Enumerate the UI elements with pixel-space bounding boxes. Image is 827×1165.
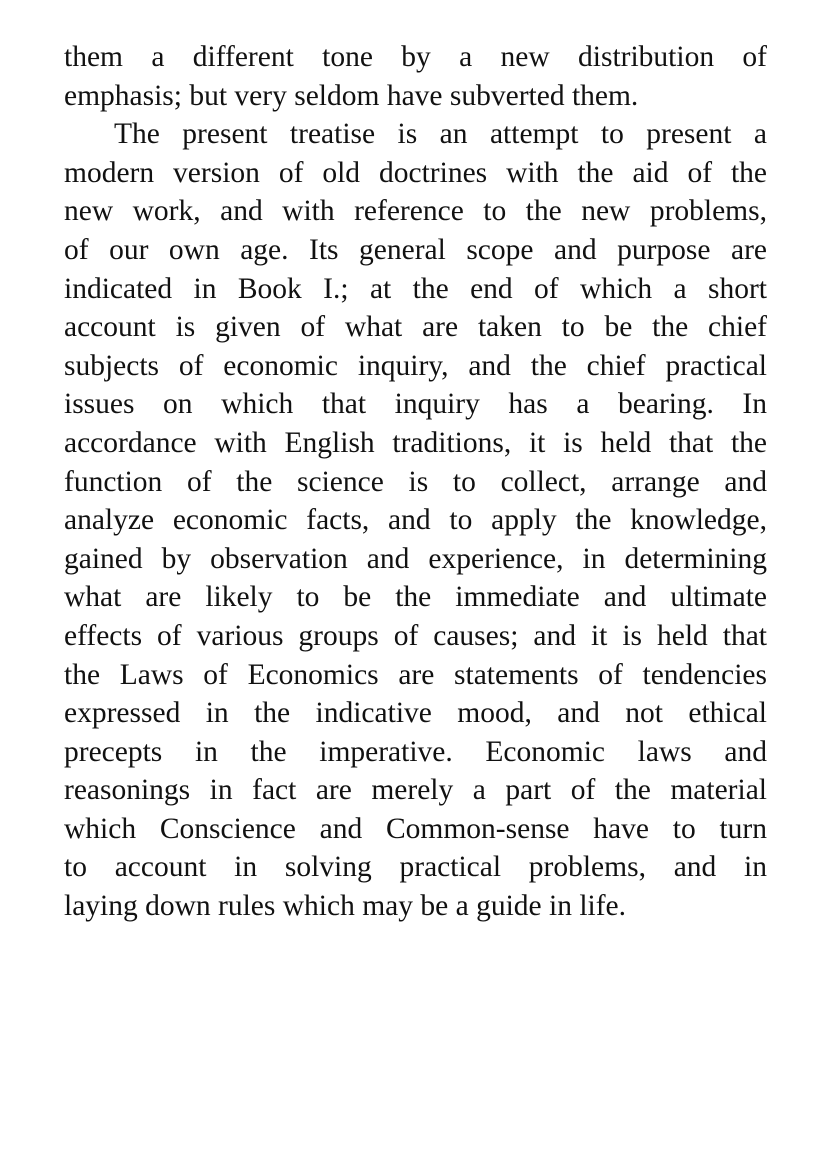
- text-line: laying down rules which may be a guide in life.: [64, 890, 626, 923]
- paragraph-1: [64, 38, 767, 115]
- document-page: [64, 38, 767, 926]
- text-line: function of the science is to collect, arrange and: [64, 465, 767, 498]
- text-line: gained by observation and experience, in determining: [64, 542, 767, 575]
- text-line: expressed in the indicative mood, and not ethical: [64, 697, 767, 730]
- text-line: precepts in the imperative. Economic laws and: [64, 735, 767, 768]
- paragraph-2: [64, 115, 767, 925]
- text-line: account is given of what are taken to be the chief: [64, 311, 767, 344]
- text-line: The present treatise is an attempt to present a: [114, 118, 767, 151]
- text-line: effects of various groups of causes; and it is held that: [64, 619, 767, 652]
- text-line: of our own age. Its general scope and purpose are: [64, 233, 767, 266]
- text-line: new work, and with reference to the new problems,: [64, 195, 767, 228]
- text-line: emphasis; but very seldom have subverted them.: [64, 79, 639, 112]
- text-line: indicated in Book I.; at the end of which a short: [64, 272, 767, 305]
- text-line: which Conscience and Common-sense have to turn: [64, 812, 767, 845]
- text-line: what are likely to be the immediate and ultimate: [64, 581, 767, 614]
- text-line: modern version of old doctrines with the aid of the: [64, 156, 767, 189]
- text-line: issues on which that inquiry has a bearing. In: [64, 388, 767, 421]
- text-line: accordance with English traditions, it is held that the: [64, 426, 767, 459]
- text-line: reasonings in fact are merely a part of the material: [64, 774, 767, 807]
- text-line: subjects of economic inquiry, and the chief practical: [64, 349, 767, 382]
- text-line: to account in solving practical problems, and in: [64, 851, 767, 884]
- text-line: them a different tone by a new distribution of: [64, 41, 767, 73]
- text-line: analyze economic facts, and to apply the knowledge,: [64, 504, 767, 537]
- text-line: the Laws of Economics are statements of tendencies: [64, 658, 767, 691]
